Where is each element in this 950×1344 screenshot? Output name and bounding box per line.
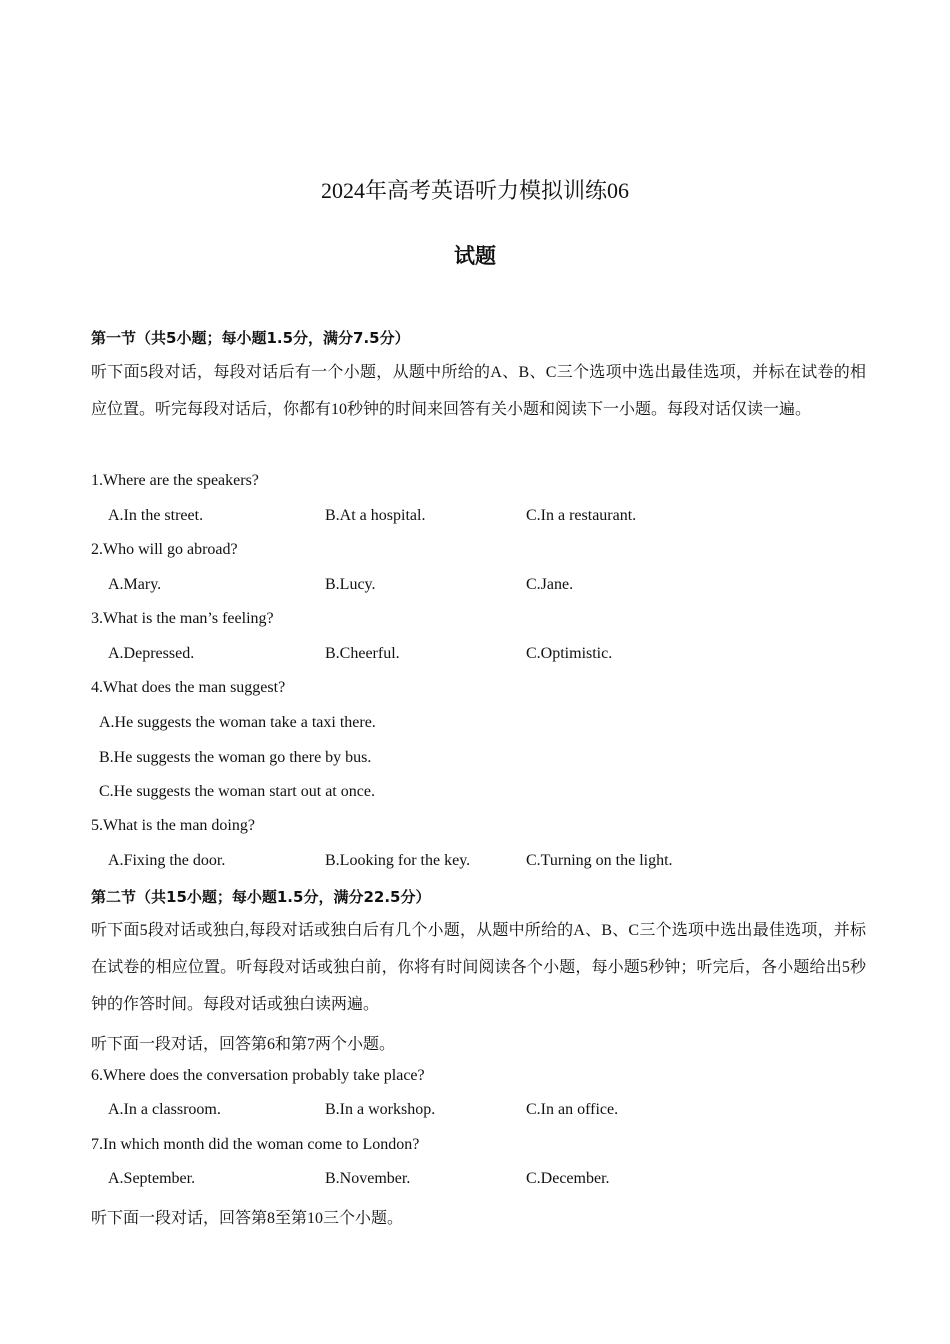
question-3-option-c: C.Optimistic. [526,645,613,662]
dialogue-group-2-instruction: 听下面一段对话，回答第8至第10三个小题。 [91,1210,404,1227]
dialogue-group-1-instruction: 听下面一段对话，回答第6和第7两个小题。 [91,1036,396,1053]
question-2-option-a: A.Mary. [108,576,162,593]
question-5-stem: 5.What is the man doing? [91,817,255,834]
section1-instructions: 听下面5段对话，每段对话后有一个小题，从题中所给的A、B、C三个选项中选出最佳选项，并标在试卷的相应位置。听完每段对话后，你都有10秒钟的时间来回答有关小题和阅读下一小题。每段对话仅读一遍。 [91,364,866,418]
question-7-option-a: A.September. [108,1170,196,1187]
question-1-option-c: C.In a restaurant. [526,507,637,524]
question-2-option-c: C.Jane. [526,576,574,593]
question-6-option-c: C.In an office. [526,1101,619,1118]
question-1-stem: 1.Where are the speakers? [91,472,259,489]
question-3-stem: 3.What is the man’s feeling? [91,610,274,627]
question-6-option-a: A.In a classroom. [108,1101,221,1118]
question-7-stem: 7.In which month did the woman come to London? [91,1136,420,1153]
question-4-stem: 4.What does the man suggest? [91,679,286,696]
question-1-option-b: B.At a hospital. [325,507,426,524]
section1-heading: 第一节（共5小题；每小题1.5分，满分7.5分） [91,329,410,347]
question-5-option-a: A.Fixing the door. [108,852,226,869]
question-4-option-b: B.He suggests the woman go there by bus. [99,749,372,766]
question-2-option-b: B.Lucy. [325,576,376,593]
section2-instructions: 听下面5段对话或独白,每段对话或独白后有几个小题，从题中所给的A、B、C三个选项中选出最佳选项，并标在试卷的相应位置。听每段对话或独白前，你将有时间阅读各个小题，每小题5秒钟；听完后，各小题给出5秒钟的作答时间。每段对话或独白读两遍。 [91,922,866,1013]
question-4-option-c: C.He suggests the woman start out at once. [99,783,375,800]
question-7-option-c: C.December. [526,1170,610,1187]
question-6-option-b: B.In a workshop. [325,1101,436,1118]
question-5-option-b: B.Looking for the key. [325,852,471,869]
question-1-option-a: A.In the street. [108,507,204,524]
document-subtitle: 试题 [454,244,496,268]
document-title: 2024年高考英语听力模拟训练06 [320,178,629,203]
question-7-option-b: B.November. [325,1170,411,1187]
question-2-stem: 2.Who will go abroad? [91,541,238,558]
question-5-option-c: C.Turning on the light. [526,852,673,869]
section2-heading: 第二节（共15小题；每小题1.5分，满分22.5分） [91,888,431,906]
question-6-stem: 6.Where does the conversation probably take place? [91,1067,425,1084]
question-4-option-a: A.He suggests the woman take a taxi there. [99,714,376,731]
question-3-option-a: A.Depressed. [108,645,195,662]
question-3-option-b: B.Cheerful. [325,645,400,662]
